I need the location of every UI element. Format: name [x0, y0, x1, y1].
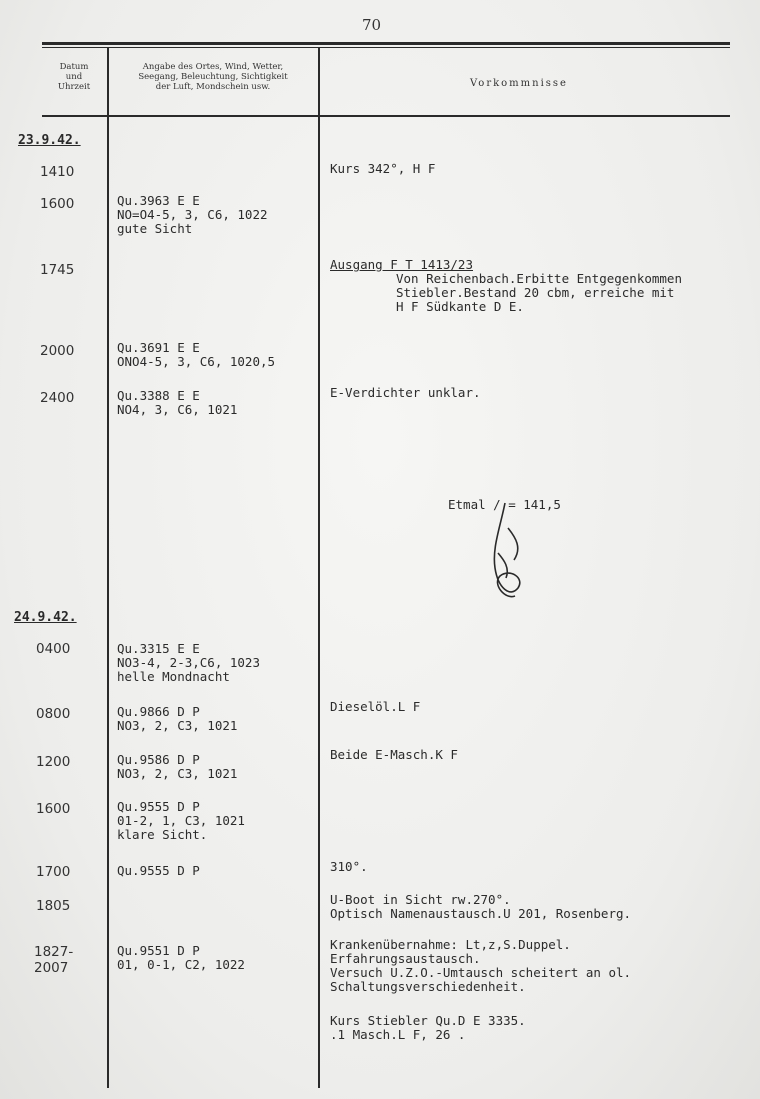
header-col2-line2: Seegang, Beleuchtung, Sichtigkeit	[138, 72, 288, 82]
entry-event-extra: Kurs Stiebler Qu.D E 3335. .1 Masch.L F, 26 .	[330, 1013, 526, 1042]
header-events: Vorkommnisse	[470, 78, 568, 89]
entry-event-heading: Ausgang F T 1413/23	[330, 257, 473, 272]
entry-time: 0400	[36, 641, 71, 657]
entry-position-weather: Qu.3691 E E ONO4-5, 3, C6, 1020,5	[117, 340, 276, 369]
entry-date-1: 23.9.42.	[18, 133, 81, 148]
header-col1-line2: und	[65, 72, 83, 82]
header-rule	[42, 115, 730, 117]
entry-time: 2400	[40, 390, 75, 406]
entry-time: 1700	[36, 864, 71, 880]
signature-mark	[470, 498, 540, 608]
entry-time: 1200	[36, 754, 71, 770]
entry-time-start: 1827-	[34, 944, 74, 960]
entry-event: 310°.	[330, 859, 368, 874]
entry-position-weather: Qu.9586 D P NO3, 2, C3, 1021	[117, 752, 238, 781]
entry-event: Kurs 342°, H F	[330, 161, 436, 176]
header-location-weather	[110, 62, 316, 92]
entry-event: U-Boot in Sicht rw.270°. Optisch Namenaustausch.U 201, Rosenberg.	[330, 892, 632, 921]
entry-position-weather: Qu.9551 D P 01, 0-1, C2, 1022	[117, 943, 245, 972]
entry-event: E-Verdichter unklar.	[330, 385, 481, 400]
entry-position-weather: Qu.9866 D P NO3, 2, C3, 1021	[117, 704, 238, 733]
entry-time: 1410	[40, 164, 75, 180]
entry-position-weather: Qu.3315 E E NO3-4, 2-3,C6, 1023 helle Mondnacht	[117, 641, 260, 684]
entry-date-2: 24.9.42.	[14, 610, 77, 625]
entry-time: 2000	[40, 343, 75, 359]
entry-time: 1805	[36, 898, 71, 914]
header-date-time	[44, 62, 104, 92]
entry-time-range	[34, 944, 94, 976]
column-divider-1	[107, 48, 109, 1088]
entry-time: 1600	[36, 801, 71, 817]
etmal-note: Etmal / = 141,5	[448, 497, 561, 512]
entry-event-detail: Von Reichenbach.Erbitte Entgegenkommen Stiebler.Bestand 20 cbm, erreiche mit H F Südkante D E.	[396, 271, 682, 314]
entry-event: Dieselöl.L F	[330, 699, 421, 714]
entry-event: Beide E-Masch.K F	[330, 747, 458, 762]
page-number: 70	[362, 16, 382, 34]
entry-position-weather: Qu.9555 D P	[117, 863, 200, 878]
header-col2-line1: Angabe des Ortes, Wind, Wetter,	[142, 62, 284, 72]
top-rule	[42, 42, 730, 45]
entry-position-weather: Qu.3388 E E NO4, 3, C6, 1021	[117, 388, 238, 417]
entry-time-end: 2007	[34, 960, 69, 976]
entry-position-weather: Qu.9555 D P 01-2, 1, C3, 1021 klare Sicht.	[117, 799, 245, 842]
top-rule-thin	[42, 47, 730, 48]
entry-time: 0800	[36, 706, 71, 722]
header-col1-line3: Uhrzeit	[57, 82, 91, 92]
entry-position-weather: Qu.3963 E E NO=O4-5, 3, C6, 1022 gute Sicht	[117, 193, 268, 236]
entry-event: Krankenübernahme: Lt,z,S.Duppel. Erfahrungsaustausch. Versuch U.Z.O.-Umtausch scheitert an ol. Schaltungsverschiedenheit.	[330, 937, 632, 994]
header-col1-line1: Datum	[59, 62, 89, 72]
header-col2-line3: der Luft, Mondschein usw.	[155, 82, 271, 92]
entry-time: 1600	[40, 196, 75, 212]
column-divider-2	[318, 48, 320, 1088]
entry-time: 1745	[40, 262, 75, 278]
